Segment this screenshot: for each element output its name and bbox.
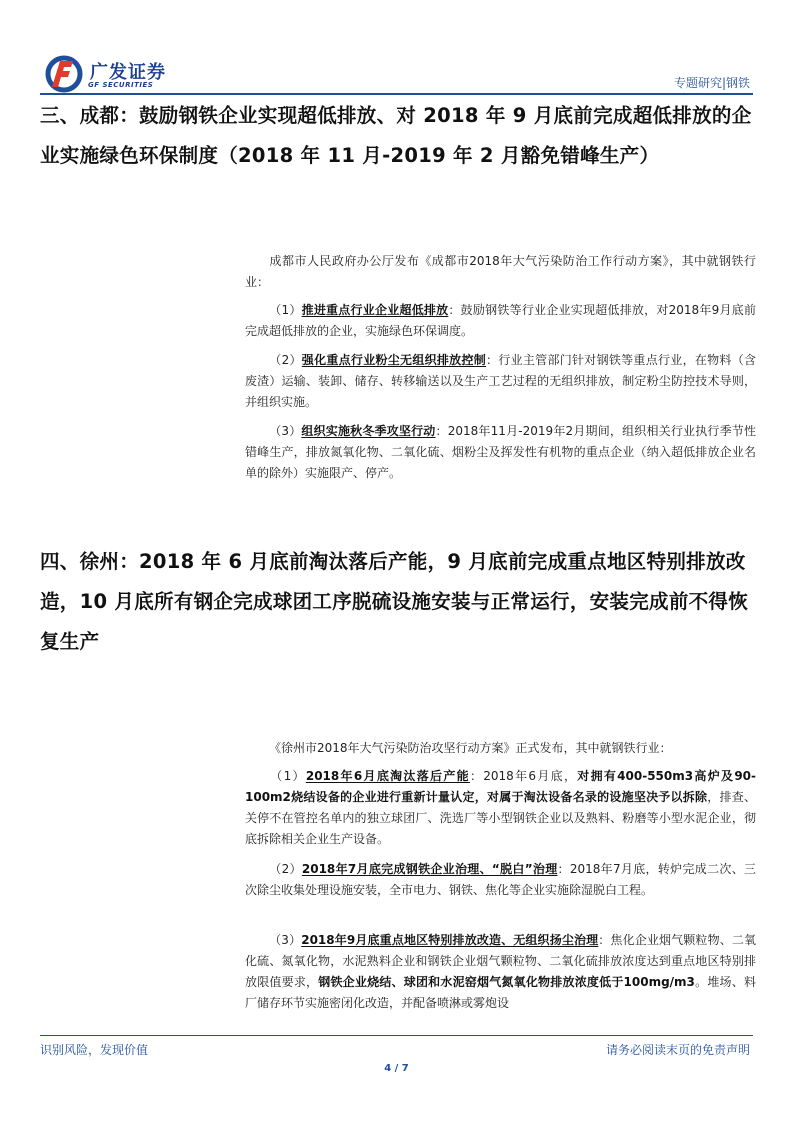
item-heading: 强化重点行业粉尘无组织排放控制	[301, 353, 487, 367]
section-3-item-3: （3）组织实施秋冬季攻坚行动：2018年11月-2019年2月期间，组织相关行业执行季节性错峰生产，排放氮氧化物、二氧化硫、烟粉尘及挥发性有机物的重点企业（纳入超低排放企业名单的除外）实施限产、停产。	[245, 424, 756, 480]
item-heading: 2018年9月底重点地区特别排放改造、无组织扬尘治理	[301, 933, 599, 947]
logo-text-en: GF SECURITIES	[88, 81, 154, 89]
section-3-item-1: （1）推进重点行业企业超低排放：鼓励钢铁等行业企业实现超低排放，对2018年9月底前完成超低排放的企业，实施绿色环保调度。	[245, 303, 756, 338]
section-3-intro: 成都市人民政府办公厅发布《成都市2018年大气污染防治工作行动方案》，其中就钢铁行业：	[245, 254, 756, 289]
section-3-item-2: （2）强化重点行业粉尘无组织排放控制：行业主管部门针对钢铁等重点行业，在物料（含废渣）运输、装卸、储存、转移输送以及生产工艺过程的无组织排放，制定粉尘防控技术导则，并组织实施。	[245, 353, 756, 409]
section-3-title: 三、成都：鼓励钢铁企业实现超低排放、对 2018 年 9 月底前完成超低排放的企业实施绿色环保制度（2018 年 11 月-2019 年 2 月豁免错峰生产）	[40, 104, 752, 167]
item-heading: 2018年7月底完成钢铁企业治理、“脱白”治理	[301, 862, 558, 876]
page-number: 4 / 7	[384, 1063, 409, 1074]
item-heading: 2018年6月底淘汰落后产能	[305, 769, 470, 783]
item-heading: 推进重点行业企业超低排放	[301, 303, 449, 317]
section-4-item-2: （2）2018年7月底完成钢铁企业治理、“脱白”治理：2018年7月底，转炉完成二次、三次除尘收集处理设施安装，全市电力、钢铁、焦化等企业实施除湿脱白工程。	[245, 862, 756, 897]
section-4-intro: 《徐州市2018年大气污染防治攻坚行动方案》正式发布，其中就钢铁行业：	[269, 741, 672, 755]
section-4-title: 四、徐州：2018 年 6 月底前淘汰落后产能，9 月底前完成重点地区特别排放改造，10 月底所有钢企完成球团工序脱硫设施安装与正常运行，安装完成前不得恢复生产	[40, 550, 749, 653]
footer-divider	[40, 1035, 753, 1036]
header-divider	[40, 93, 753, 95]
report-category: 专题研究|钢铁	[673, 76, 750, 90]
item-heading: 组织实施秋冬季攻坚行动	[301, 424, 436, 438]
section-4-item-1: （1）2018年6月底淘汰落后产能：2018年6月底，对拥有400-550m3高炉及90-100m2烧结设备的企业进行重新计量认定，对属于淘汰设备名录的设施坚决予以拆除，排查、关停不在管控名单内的独立球团厂、洗选厂等小型钢铁企业以及熟料、粉磨等小型水泥企业，彻底拆除相关企业生产设备。	[245, 769, 757, 846]
section-4-item-3: （3）2018年9月底重点地区特别排放改造、无组织扬尘治理：焦化企业烟气颗粒物、二氧化硫、氮氧化物，水泥熟料企业和钢铁企业烟气颗粒物、二氧化硫排放浓度达到重点地区特别排放限值要求，钢铁企业烧结、球团和水泥窑烟气氮氧化物排放浓度低于100mg/m3。堆场、料厂储存环节实施密闭化改造，并配备喷淋或雾炮设	[245, 933, 757, 1010]
footer-slogan: 识别风险，发现价值	[40, 1043, 149, 1057]
footer-disclaimer-link[interactable]: 请务必阅读末页的免责声明	[605, 1043, 750, 1057]
logo-text-cn: 广发证券	[90, 62, 166, 83]
